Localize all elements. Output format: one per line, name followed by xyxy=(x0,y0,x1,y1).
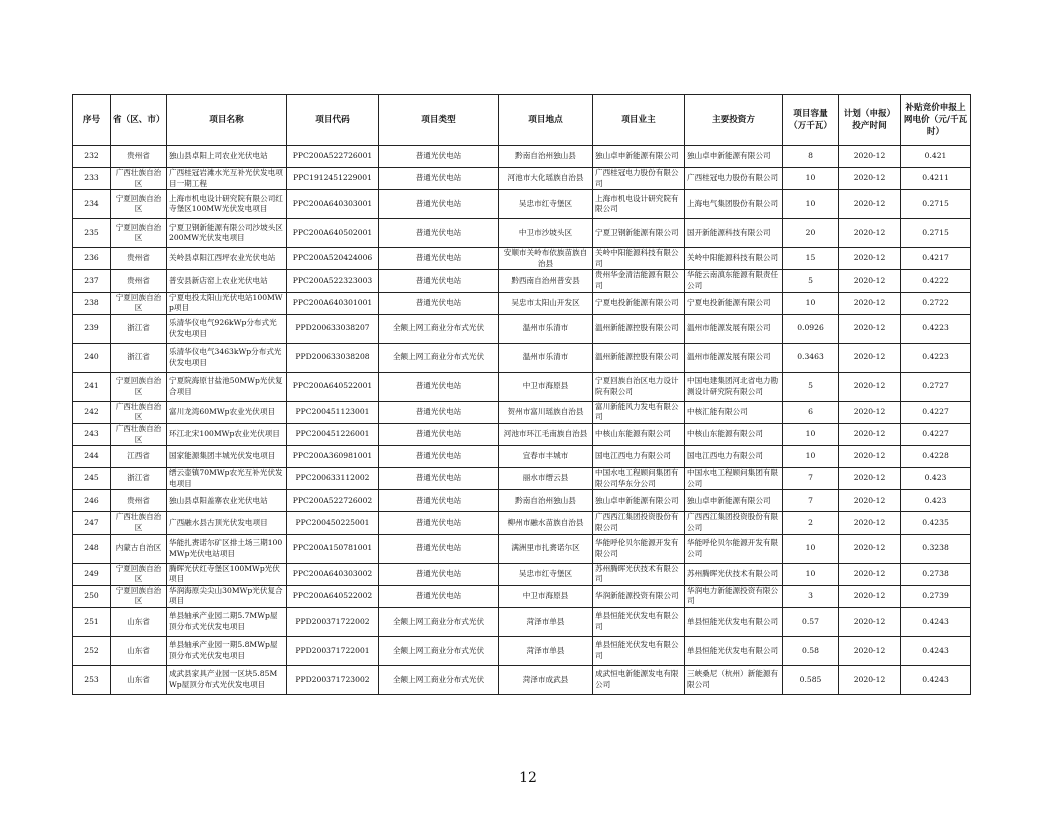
cell-province: 贵州省 xyxy=(111,146,167,168)
cell-project-code: PPC200451226001 xyxy=(287,423,379,445)
cell-owner: 宁夏回族自治区电力设计院有限公司 xyxy=(593,372,685,401)
cell-project-name: 广西融水县古顶光伏发电项目 xyxy=(167,512,287,534)
cell-operation-time: 2020-12 xyxy=(839,563,901,585)
cell-location: 中卫市沙坡头区 xyxy=(499,219,593,248)
cell-project-type: 普通光伏电站 xyxy=(379,585,499,607)
cell-location: 温州市乐清市 xyxy=(499,343,593,372)
cell-location: 黔南自治州独山县 xyxy=(499,146,593,168)
cell-index: 248 xyxy=(73,534,111,563)
cell-index: 232 xyxy=(73,146,111,168)
cell-operation-time: 2020-12 xyxy=(839,190,901,219)
cell-project-name: 上海市机电设计研究院有限公司红寺堡区100MW光伏发电项目 xyxy=(167,190,287,219)
cell-province: 山东省 xyxy=(111,636,167,665)
cell-location: 满洲里市扎赉诺尔区 xyxy=(499,534,593,563)
cell-capacity: 10 xyxy=(783,563,839,585)
cell-owner: 贵州华金清洁能源有限公司 xyxy=(593,270,685,292)
cell-investor: 华能呼伦贝尔能源开发有限公司 xyxy=(685,534,783,563)
cell-location: 吴忠市太阳山开发区 xyxy=(499,292,593,314)
cell-owner: 独山卓申新能源有限公司 xyxy=(593,146,685,168)
table-row xyxy=(73,563,971,585)
cell-project-code: PPC200A640301001 xyxy=(287,292,379,314)
cell-project-type: 普通光伏电站 xyxy=(379,146,499,168)
project-table xyxy=(72,94,971,695)
cell-owner: 富川新能风力发电有限公司 xyxy=(593,401,685,423)
cell-location: 河池市大化瑶族自治县 xyxy=(499,168,593,190)
cell-operation-time: 2020-12 xyxy=(839,446,901,468)
table-row xyxy=(73,146,971,168)
cell-project-code: PPC200A640522001 xyxy=(287,372,379,401)
cell-index: 239 xyxy=(73,314,111,343)
cell-index: 253 xyxy=(73,665,111,694)
table-body xyxy=(73,146,971,695)
table-row xyxy=(73,585,971,607)
cell-location: 中卫市海原县 xyxy=(499,372,593,401)
cell-project-type: 全额上网工商业分布式光伏 xyxy=(379,314,499,343)
cell-province: 贵州省 xyxy=(111,248,167,270)
header-index: 序号 xyxy=(73,95,111,146)
cell-project-name: 腾晖光伏红寺堡区100MWp光伏项目 xyxy=(167,563,287,585)
cell-project-type: 全额上网工商业分布式光伏 xyxy=(379,636,499,665)
cell-project-name: 普安县新店窑上农业光伏电站 xyxy=(167,270,287,292)
cell-index: 247 xyxy=(73,512,111,534)
cell-owner: 中核山东能源有限公司 xyxy=(593,423,685,445)
cell-investor: 中核山东能源有限公司 xyxy=(685,423,783,445)
project-table-container xyxy=(72,94,970,695)
cell-capacity: 0.0926 xyxy=(783,314,839,343)
cell-project-name: 华能扎赉诺尔矿区排土场三期100MWp光伏电站项目 xyxy=(167,534,287,563)
cell-province: 浙江省 xyxy=(111,314,167,343)
cell-investor: 温州市能源发展有限公司 xyxy=(685,343,783,372)
cell-capacity: 15 xyxy=(783,248,839,270)
cell-index: 233 xyxy=(73,168,111,190)
header-project-type: 项目类型 xyxy=(379,95,499,146)
cell-capacity: 10 xyxy=(783,168,839,190)
cell-location: 宜春市丰城市 xyxy=(499,446,593,468)
cell-location: 柳州市融水苗族自治县 xyxy=(499,512,593,534)
cell-province: 宁夏回族自治区 xyxy=(111,563,167,585)
cell-province: 宁夏回族自治区 xyxy=(111,585,167,607)
cell-project-type: 全额上网工商业分布式光伏 xyxy=(379,343,499,372)
cell-investor: 中核汇能有限公司 xyxy=(685,401,783,423)
cell-investor: 上海电气集团股份有限公司 xyxy=(685,190,783,219)
cell-project-code: PPC200A640303002 xyxy=(287,563,379,585)
cell-investor: 华润电力新能源投资有限公司 xyxy=(685,585,783,607)
cell-owner: 独山卓申新能源有限公司 xyxy=(593,490,685,512)
cell-capacity: 5 xyxy=(783,270,839,292)
cell-province: 贵州省 xyxy=(111,490,167,512)
cell-price: 0.2738 xyxy=(901,563,971,585)
cell-owner: 广西西江集团投资股份有限公司 xyxy=(593,512,685,534)
cell-location: 安顺市关岭布依族苗族自治县 xyxy=(499,248,593,270)
cell-index: 236 xyxy=(73,248,111,270)
cell-project-code: PPD200633038208 xyxy=(287,343,379,372)
cell-investor: 广西西江集团投资股份有限公司 xyxy=(685,512,783,534)
cell-investor: 苏州腾晖光伏技术有限公司 xyxy=(685,563,783,585)
cell-project-name: 宁夏电投太阳山光伏电站100MWp项目 xyxy=(167,292,287,314)
cell-project-type: 全额上网工商业分布式光伏 xyxy=(379,607,499,636)
cell-index: 250 xyxy=(73,585,111,607)
header-project-name: 项目名称 xyxy=(167,95,287,146)
cell-price: 0.2727 xyxy=(901,372,971,401)
cell-project-type: 普通光伏电站 xyxy=(379,563,499,585)
cell-operation-time: 2020-12 xyxy=(839,343,901,372)
cell-project-name: 宁夏卫钢新能源有限公司沙坡头区200MW光伏发电项目 xyxy=(167,219,287,248)
cell-index: 244 xyxy=(73,446,111,468)
cell-project-name: 独山县卓阳盖寨农业光伏电站 xyxy=(167,490,287,512)
cell-index: 246 xyxy=(73,490,111,512)
cell-operation-time: 2020-12 xyxy=(839,468,901,490)
cell-project-code: PPC200A360981001 xyxy=(287,446,379,468)
table-row xyxy=(73,248,971,270)
table-row xyxy=(73,314,971,343)
cell-operation-time: 2020-12 xyxy=(839,248,901,270)
cell-index: 245 xyxy=(73,468,111,490)
cell-project-type: 普通光伏电站 xyxy=(379,219,499,248)
cell-location: 黔西南自治州普安县 xyxy=(499,270,593,292)
cell-province: 宁夏回族自治区 xyxy=(111,219,167,248)
cell-operation-time: 2020-12 xyxy=(839,372,901,401)
cell-owner: 宁夏电投新能源有限公司 xyxy=(593,292,685,314)
cell-investor: 独山卓申新能源有限公司 xyxy=(685,490,783,512)
cell-operation-time: 2020-12 xyxy=(839,401,901,423)
cell-operation-time: 2020-12 xyxy=(839,423,901,445)
cell-owner: 广西桂冠电力股份有限公司 xyxy=(593,168,685,190)
table-row xyxy=(73,168,971,190)
cell-project-code: PPC200A640522002 xyxy=(287,585,379,607)
cell-index: 249 xyxy=(73,563,111,585)
cell-project-name: 富川龙湾60MWp农业光伏项目 xyxy=(167,401,287,423)
cell-price: 0.4223 xyxy=(901,314,971,343)
cell-owner: 华润新能源投资有限公司 xyxy=(593,585,685,607)
cell-price: 0.4235 xyxy=(901,512,971,534)
cell-project-code: PPC200451123001 xyxy=(287,401,379,423)
table-row xyxy=(73,343,971,372)
cell-project-code: PPC200A522726002 xyxy=(287,490,379,512)
cell-capacity: 7 xyxy=(783,490,839,512)
cell-investor: 三峡桑尼（杭州）新能源有限公司 xyxy=(685,665,783,694)
cell-price: 0.4227 xyxy=(901,401,971,423)
cell-owner: 单县恒能光伏发电有限公司 xyxy=(593,607,685,636)
cell-operation-time: 2020-12 xyxy=(839,314,901,343)
cell-location: 丽水市缙云县 xyxy=(499,468,593,490)
cell-location: 中卫市海原县 xyxy=(499,585,593,607)
cell-investor: 关岭中阳能源科技有限公司 xyxy=(685,248,783,270)
cell-operation-time: 2020-12 xyxy=(839,270,901,292)
header-owner: 项目业主 xyxy=(593,95,685,146)
cell-price: 0.4217 xyxy=(901,248,971,270)
cell-operation-time: 2020-12 xyxy=(839,665,901,694)
table-row xyxy=(73,607,971,636)
cell-project-type: 普通光伏电站 xyxy=(379,190,499,219)
cell-index: 252 xyxy=(73,636,111,665)
cell-capacity: 10 xyxy=(783,292,839,314)
cell-operation-time: 2020-12 xyxy=(839,534,901,563)
table-row xyxy=(73,423,971,445)
cell-project-name: 缙云壶镇70MWp农光互补光伏发电项目 xyxy=(167,468,287,490)
cell-project-type: 普通光伏电站 xyxy=(379,512,499,534)
cell-location: 吴忠市红寺堡区 xyxy=(499,563,593,585)
table-row xyxy=(73,490,971,512)
table-row xyxy=(73,190,971,219)
table-row xyxy=(73,512,971,534)
cell-capacity: 2 xyxy=(783,512,839,534)
header-location: 项目地点 xyxy=(499,95,593,146)
cell-province: 宁夏回族自治区 xyxy=(111,292,167,314)
cell-province: 广西壮族自治区 xyxy=(111,512,167,534)
table-row xyxy=(73,372,971,401)
cell-index: 237 xyxy=(73,270,111,292)
cell-project-name: 关岭县卓阳江西坪农业光伏电站 xyxy=(167,248,287,270)
cell-province: 广西壮族自治区 xyxy=(111,423,167,445)
cell-project-code: PPC200A640303001 xyxy=(287,190,379,219)
cell-owner: 上海市机电设计研究院有限公司 xyxy=(593,190,685,219)
cell-price: 0.4228 xyxy=(901,446,971,468)
table-row xyxy=(73,270,971,292)
cell-index: 238 xyxy=(73,292,111,314)
cell-province: 浙江省 xyxy=(111,343,167,372)
cell-operation-time: 2020-12 xyxy=(839,636,901,665)
cell-province: 江西省 xyxy=(111,446,167,468)
cell-capacity: 0.585 xyxy=(783,665,839,694)
cell-operation-time: 2020-12 xyxy=(839,512,901,534)
cell-owner: 温州新能源控股有限公司 xyxy=(593,314,685,343)
cell-project-name: 乐清华仪电气3463kWp分布式光伏发电项目 xyxy=(167,343,287,372)
table-header-row xyxy=(73,95,971,146)
cell-price: 0.2715 xyxy=(901,219,971,248)
table-row xyxy=(73,219,971,248)
header-province: 省（区、市） xyxy=(111,95,167,146)
header-capacity: 项目容量（万千瓦） xyxy=(783,95,839,146)
table-row xyxy=(73,534,971,563)
cell-project-code: PPC200633112002 xyxy=(287,468,379,490)
cell-project-code: PPD200371722002 xyxy=(287,607,379,636)
cell-index: 242 xyxy=(73,401,111,423)
cell-project-type: 普通光伏电站 xyxy=(379,534,499,563)
cell-capacity: 6 xyxy=(783,401,839,423)
cell-location: 黔南自治州独山县 xyxy=(499,490,593,512)
cell-price: 0.4223 xyxy=(901,343,971,372)
cell-project-name: 宁夏院海原甘盐池50MWp光伏复合项目 xyxy=(167,372,287,401)
cell-investor: 宁夏电投新能源有限公司 xyxy=(685,292,783,314)
cell-price: 0.4211 xyxy=(901,168,971,190)
cell-price: 0.4243 xyxy=(901,665,971,694)
cell-operation-time: 2020-12 xyxy=(839,168,901,190)
cell-project-name: 华润海原尖尖山30MWp光伏复合项目 xyxy=(167,585,287,607)
header-project-code: 项目代码 xyxy=(287,95,379,146)
cell-price: 0.4227 xyxy=(901,423,971,445)
cell-investor: 独山卓申新能源有限公司 xyxy=(685,146,783,168)
cell-project-code: PPC200A640502001 xyxy=(287,219,379,248)
cell-operation-time: 2020-12 xyxy=(839,292,901,314)
cell-project-type: 全额上网工商业分布式光伏 xyxy=(379,665,499,694)
cell-investor: 温州市能源发展有限公司 xyxy=(685,314,783,343)
cell-owner: 中国水电工程顾问集团有限公司华东分公司 xyxy=(593,468,685,490)
cell-province: 宁夏回族自治区 xyxy=(111,190,167,219)
cell-index: 243 xyxy=(73,423,111,445)
cell-capacity: 20 xyxy=(783,219,839,248)
cell-capacity: 7 xyxy=(783,468,839,490)
header-investor: 主要投资方 xyxy=(685,95,783,146)
page-number: 12 xyxy=(519,770,537,786)
cell-project-code: PPC200A520424006 xyxy=(287,248,379,270)
cell-investor: 国电江西电力有限公司 xyxy=(685,446,783,468)
table-row xyxy=(73,446,971,468)
cell-location: 菏泽市单县 xyxy=(499,607,593,636)
cell-project-code: PPC1912451229001 xyxy=(287,168,379,190)
cell-capacity: 0.3463 xyxy=(783,343,839,372)
cell-investor: 中国电建集团河北省电力勘测设计研究院有限公司 xyxy=(685,372,783,401)
cell-investor: 国开新能源科技有限公司 xyxy=(685,219,783,248)
cell-project-type: 普通光伏电站 xyxy=(379,423,499,445)
cell-location: 菏泽市单县 xyxy=(499,636,593,665)
cell-owner: 华能呼伦贝尔能源开发有限公司 xyxy=(593,534,685,563)
header-price: 补贴竞价申报上网电价（元/千瓦时） xyxy=(901,95,971,146)
cell-project-type: 普通光伏电站 xyxy=(379,168,499,190)
cell-index: 234 xyxy=(73,190,111,219)
table-row xyxy=(73,665,971,694)
cell-location: 贺州市富川瑶族自治县 xyxy=(499,401,593,423)
cell-project-name: 广西桂冠岩滩水光互补光伏发电项目一期工程 xyxy=(167,168,287,190)
cell-province: 贵州省 xyxy=(111,270,167,292)
cell-operation-time: 2020-12 xyxy=(839,607,901,636)
cell-province: 山东省 xyxy=(111,665,167,694)
cell-project-name: 成武县家具产业园一区块5.85MWp屋顶分布式光伏发电项目 xyxy=(167,665,287,694)
cell-capacity: 10 xyxy=(783,534,839,563)
cell-operation-time: 2020-12 xyxy=(839,490,901,512)
cell-project-name: 独山县卓阳上司农业光伏电站 xyxy=(167,146,287,168)
cell-project-code: PPC200A150781001 xyxy=(287,534,379,563)
cell-capacity: 10 xyxy=(783,446,839,468)
cell-province: 广西壮族自治区 xyxy=(111,168,167,190)
cell-price: 0.4222 xyxy=(901,270,971,292)
cell-project-code: PPC200450225001 xyxy=(287,512,379,534)
cell-capacity: 3 xyxy=(783,585,839,607)
cell-province: 山东省 xyxy=(111,607,167,636)
cell-province: 浙江省 xyxy=(111,468,167,490)
cell-price: 0.423 xyxy=(901,490,971,512)
table-row xyxy=(73,468,971,490)
cell-project-type: 普通光伏电站 xyxy=(379,270,499,292)
cell-operation-time: 2020-12 xyxy=(839,219,901,248)
cell-owner: 成武恒电新能源发电有限公司 xyxy=(593,665,685,694)
cell-project-name: 环江北宋100MWp农业光伏项目 xyxy=(167,423,287,445)
cell-investor: 单县恒能光伏发电有限公司 xyxy=(685,607,783,636)
cell-project-code: PPD200371723002 xyxy=(287,665,379,694)
cell-index: 251 xyxy=(73,607,111,636)
cell-price: 0.2739 xyxy=(901,585,971,607)
cell-province: 宁夏回族自治区 xyxy=(111,372,167,401)
cell-capacity: 0.57 xyxy=(783,607,839,636)
cell-operation-time: 2020-12 xyxy=(839,146,901,168)
cell-province: 内蒙古自治区 xyxy=(111,534,167,563)
table-row xyxy=(73,401,971,423)
cell-project-type: 普通光伏电站 xyxy=(379,292,499,314)
table-row xyxy=(73,292,971,314)
cell-project-code: PPC200A522726001 xyxy=(287,146,379,168)
cell-location: 吴忠市红寺堡区 xyxy=(499,190,593,219)
cell-province: 广西壮族自治区 xyxy=(111,401,167,423)
cell-project-name: 国家能源集团丰城光伏发电项目 xyxy=(167,446,287,468)
cell-price: 0.3238 xyxy=(901,534,971,563)
cell-owner: 国电江西电力有限公司 xyxy=(593,446,685,468)
cell-project-type: 普通光伏电站 xyxy=(379,468,499,490)
cell-capacity: 0.58 xyxy=(783,636,839,665)
cell-project-code: PPC200A522323003 xyxy=(287,270,379,292)
cell-price: 0.421 xyxy=(901,146,971,168)
cell-investor: 中国水电工程顾问集团有限公司 xyxy=(685,468,783,490)
cell-index: 235 xyxy=(73,219,111,248)
cell-price: 0.4243 xyxy=(901,607,971,636)
header-operation-time: 计划（申报）投产时间 xyxy=(839,95,901,146)
cell-investor: 华能云南滇东能源有限责任公司 xyxy=(685,270,783,292)
cell-investor: 广西桂冠电力股份有限公司 xyxy=(685,168,783,190)
cell-location: 菏泽市成武县 xyxy=(499,665,593,694)
cell-capacity: 10 xyxy=(783,423,839,445)
cell-project-code: PPD200371722001 xyxy=(287,636,379,665)
cell-owner: 关岭中阳能源科技有限公司 xyxy=(593,248,685,270)
cell-owner: 温州新能源控股有限公司 xyxy=(593,343,685,372)
cell-index: 240 xyxy=(73,343,111,372)
cell-project-code: PPD200633038207 xyxy=(287,314,379,343)
cell-capacity: 5 xyxy=(783,372,839,401)
cell-index: 241 xyxy=(73,372,111,401)
cell-location: 温州市乐清市 xyxy=(499,314,593,343)
cell-owner: 苏州腾晖光伏技术有限公司 xyxy=(593,563,685,585)
cell-owner: 单县恒能光伏发电有限公司 xyxy=(593,636,685,665)
cell-project-type: 普通光伏电站 xyxy=(379,372,499,401)
cell-capacity: 8 xyxy=(783,146,839,168)
cell-project-type: 普通光伏电站 xyxy=(379,446,499,468)
table-row xyxy=(73,636,971,665)
cell-price: 0.2715 xyxy=(901,190,971,219)
cell-project-type: 普通光伏电站 xyxy=(379,401,499,423)
cell-price: 0.2722 xyxy=(901,292,971,314)
cell-project-type: 普通光伏电站 xyxy=(379,248,499,270)
cell-project-name: 单县轴承产业园二期5.7MWp屋顶分布式光伏发电项目 xyxy=(167,607,287,636)
cell-price: 0.423 xyxy=(901,468,971,490)
cell-project-name: 单县轴承产业园一期5.8MWp屋顶分布式光伏发电项目 xyxy=(167,636,287,665)
cell-location: 河池市环江毛南族自治县 xyxy=(499,423,593,445)
cell-project-name: 乐清华仪电气926kWp分布式光伏发电项目 xyxy=(167,314,287,343)
cell-investor: 单县恒能光伏发电有限公司 xyxy=(685,636,783,665)
cell-owner: 宁夏卫钢新能源有限公司 xyxy=(593,219,685,248)
cell-capacity: 10 xyxy=(783,190,839,219)
cell-price: 0.4243 xyxy=(901,636,971,665)
cell-project-type: 普通光伏电站 xyxy=(379,490,499,512)
cell-operation-time: 2020-12 xyxy=(839,585,901,607)
